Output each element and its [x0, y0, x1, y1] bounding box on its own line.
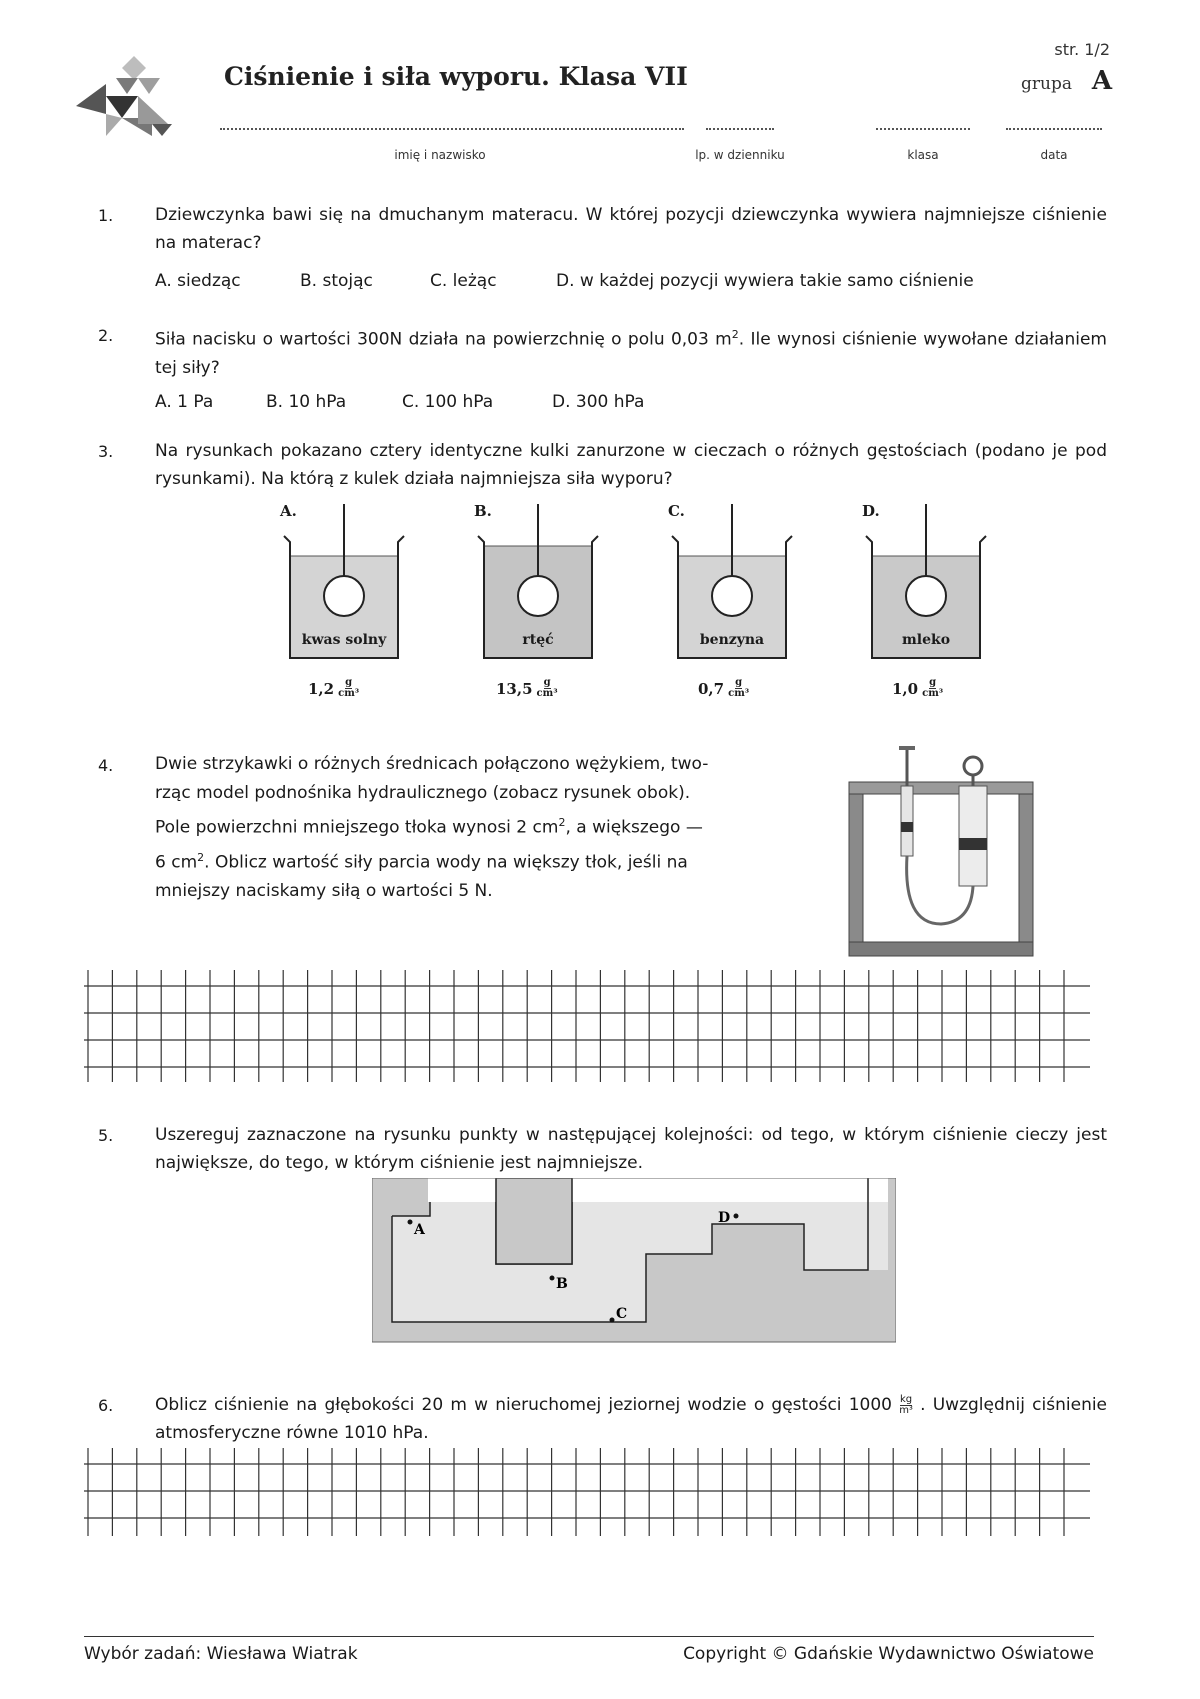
beaker-letter: A. [280, 502, 297, 520]
date-field[interactable] [1006, 128, 1102, 130]
page-number: str. 1/2 [1054, 40, 1110, 59]
q2-answer-c[interactable]: C. 100 hPa [402, 392, 494, 412]
q2-text: Siła nacisku o wartości 300N działa na powierzchnię o polu 0,03 $m^2$. Ile wynosi ciśnienie wywołane działaniem tej siły? [155, 328, 1107, 378]
beaker-density: 13,5 $\frac{g}{\text{cm³}}$ [496, 677, 558, 699]
q1-answer-d[interactable]: D. w każdej pozycji wywiera takie samo ciśnienie [556, 271, 974, 291]
q2-number: 2. [98, 326, 114, 345]
footer-divider [84, 1636, 1094, 1637]
beaker-letter: C. [668, 502, 685, 520]
q3-text: Na rysunkach pokazano cztery identyczne kulki zanurzone w cieczach o różnych gęstościach (podano je pod rysunkami). Na którą z kulek działa najmniejsza siła wyporu? [155, 441, 1107, 489]
answer-grid-q6[interactable] [84, 1448, 1090, 1536]
page-title: Ciśnienie i siła wyporu. Klasa VII [224, 62, 688, 91]
point-a: A [414, 1222, 425, 1238]
vessel-diagram [372, 1178, 896, 1344]
date-label: data [1040, 148, 1068, 162]
q1-text: Dziewczynka bawi się na dmuchanym materacu. W której pozycji dziewczynka wywiera najmniejsze ciśnienie na materac? [155, 205, 1107, 253]
q5-text: Uszereguj zaznaczone na rysunku punkty w następującej kolejności: od tego, w którym ciśnienie cieczy jest największe, do tego, w którym ciśnienie jest najmniejsze. [155, 1125, 1107, 1173]
name-label: imię i nazwisko [394, 148, 486, 162]
beaker-liquid: rtęć [522, 632, 554, 648]
q1-answer-b[interactable]: B. stojąc [300, 271, 373, 291]
point-c: C [616, 1306, 628, 1322]
point-d: D [718, 1210, 731, 1226]
footer-copyright: Copyright © Gdańskie Wydawnictwo Oświatowe [683, 1644, 1094, 1664]
publisher-logo [76, 56, 186, 146]
point-b: B [556, 1276, 568, 1292]
group-value: A [1091, 66, 1112, 96]
q1-number: 1. [98, 206, 114, 225]
beaker-density: 1,0 $\frac{g}{\text{cm³}}$ [892, 677, 944, 699]
q2-answer-a[interactable]: A. 1 Pa [155, 392, 214, 412]
q6-number: 6. [98, 1396, 114, 1415]
q1-answer-a[interactable]: A. siedząc [155, 271, 241, 291]
beaker-letter: D. [862, 502, 880, 520]
footer-author: Wybór zadań: Wiesława Wiatrak [84, 1644, 358, 1664]
q5-number: 5. [98, 1126, 114, 1145]
hydraulic-syringe-figure [845, 746, 1035, 958]
q4-number: 4. [98, 756, 114, 775]
beaker-letter: B. [474, 502, 492, 520]
class-label: klasa [907, 148, 939, 162]
group-label: grupa [1021, 74, 1072, 94]
q3-number: 3. [98, 442, 114, 461]
beaker-density: 0,7 $\frac{g}{\text{cm³}}$ [698, 677, 750, 699]
class-field[interactable] [876, 128, 970, 130]
beaker-liquid: kwas solny [301, 632, 387, 648]
number-label: lp. w dzienniku [695, 148, 785, 162]
q1-answer-c[interactable]: C. leżąc [430, 271, 497, 291]
name-field[interactable] [220, 128, 684, 130]
beaker-density: 1,2 $\frac{g}{\text{cm³}}$ [308, 677, 360, 699]
q2-answer-d[interactable]: D. 300 hPa [552, 392, 645, 412]
beaker-liquid: mleko [901, 632, 951, 648]
q6-text: Oblicz ciśnienie na głębokości 20 m w nieruchomej jeziornej wodzie o gęstości 1000 $\frac{kg}{\text{m³}}$ . Uwzględnij ciśnienie atmosferyczne równe 1010 hPa. [155, 1393, 1108, 1443]
beaker-liquid: benzyna [699, 632, 765, 648]
q4-text: Dwie strzykawki o różnych średnicach połączono wężykiem, two- rząc model podnośnika hydraulicznego (zobacz rysunek obok). Pole powierzchni mniejszego tłoka wynosi 2 $cm^2$, a większego — 6 $cm^2$. Oblicz wartość siły parcia wody na większy tłok, jeśli na mniejszy naciskamy siłą o wartości 5 N. [155, 754, 709, 902]
q2-answer-b[interactable]: B. 10 hPa [266, 392, 347, 412]
number-field[interactable] [706, 128, 774, 130]
answer-grid-q4[interactable] [84, 970, 1090, 1082]
